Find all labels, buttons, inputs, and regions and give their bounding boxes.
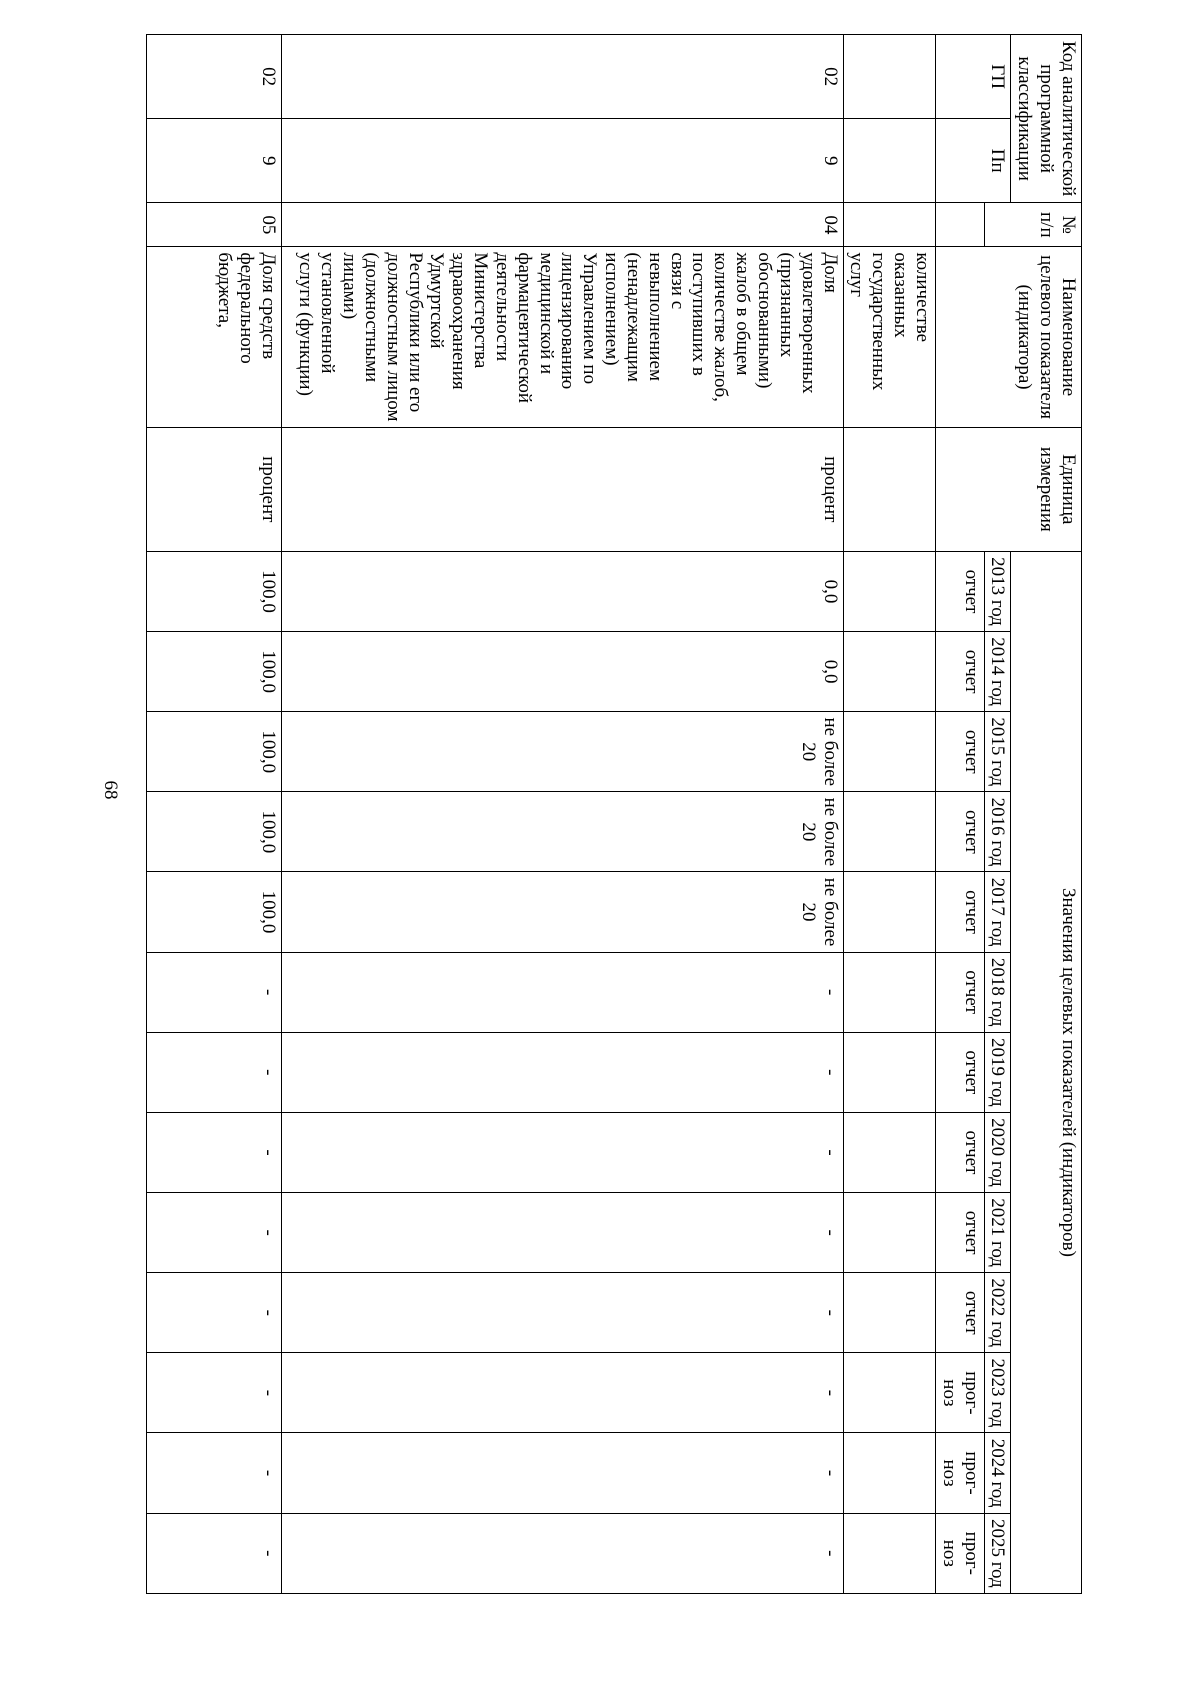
header-year: 2014 год xyxy=(984,632,1011,712)
cell-value: - xyxy=(147,1273,282,1353)
header-year-type: отчет xyxy=(935,872,984,952)
cell-indicator-name: Доля средств федерального бюджета, xyxy=(147,247,282,427)
cell-value xyxy=(843,1273,935,1353)
cell-value: - xyxy=(281,1112,843,1192)
cell-value: не более 20 xyxy=(281,792,843,872)
cell-value: - xyxy=(147,1513,282,1593)
cell-value xyxy=(843,952,935,1032)
cell-value xyxy=(843,712,935,792)
header-name: Наименование целевого показателя (индикатора) xyxy=(935,247,1081,427)
header-year-type: отчет xyxy=(935,632,984,712)
header-year: 2022 год xyxy=(984,1273,1011,1353)
table-row xyxy=(147,35,282,1594)
header-unit: Единица измерения xyxy=(935,427,1081,551)
header-pp: Пп xyxy=(935,119,1011,203)
cell-value: - xyxy=(281,952,843,1032)
header-year-type: прог-ноз xyxy=(935,1433,984,1513)
cell-value xyxy=(843,1353,935,1433)
header-year: 2019 год xyxy=(984,1032,1011,1112)
cell-value xyxy=(843,1513,935,1593)
header-year-type: отчет xyxy=(935,952,984,1032)
cell-num: 05 xyxy=(147,203,282,247)
cell-value: 100,0 xyxy=(147,632,282,712)
cell-value xyxy=(843,792,935,872)
cell-unit xyxy=(843,427,935,551)
cell-pp: 9 xyxy=(281,119,843,203)
header-year: 2020 год xyxy=(984,1112,1011,1192)
cell-value: - xyxy=(147,1112,282,1192)
header-year: 2024 год xyxy=(984,1433,1011,1513)
cell-value: - xyxy=(147,952,282,1032)
table-row xyxy=(843,35,935,1594)
header-num: № п/п xyxy=(984,203,1081,247)
header-year-type: прог-ноз xyxy=(935,1353,984,1433)
header-year-type: отчет xyxy=(935,712,984,792)
cell-value: - xyxy=(281,1193,843,1273)
cell-value: - xyxy=(281,1032,843,1112)
cell-value: 100,0 xyxy=(147,792,282,872)
header-gp: ГП xyxy=(935,35,1011,119)
header-year-type: отчет xyxy=(935,792,984,872)
cell-value: 100,0 xyxy=(147,872,282,952)
header-values-group: Значения целевых показателей (индикаторов) xyxy=(1011,551,1082,1593)
cell-value xyxy=(843,632,935,712)
header-code-group: Код аналитической программной классификации xyxy=(1011,35,1082,203)
cell-value: - xyxy=(147,1433,282,1513)
cell-unit: процент xyxy=(147,427,282,551)
cell-value xyxy=(843,1112,935,1192)
cell-value: 100,0 xyxy=(147,712,282,792)
cell-value xyxy=(843,872,935,952)
header-year: 2018 год xyxy=(984,952,1011,1032)
cell-value: - xyxy=(281,1353,843,1433)
header-year-type: отчет xyxy=(935,551,984,631)
cell-value: 0,0 xyxy=(281,551,843,631)
table-row xyxy=(281,35,843,1594)
cell-indicator-name: количестве оказанных государственных услуг xyxy=(843,247,935,427)
cell-unit: процент xyxy=(281,427,843,551)
cell-gp: 02 xyxy=(281,35,843,119)
page-number: 68 xyxy=(100,780,121,800)
header-year: 2023 год xyxy=(984,1353,1011,1433)
cell-value: не более 20 xyxy=(281,872,843,952)
indicator-table xyxy=(146,34,1082,1594)
cell-value xyxy=(843,1193,935,1273)
header-year: 2016 год xyxy=(984,792,1011,872)
cell-value: не более 20 xyxy=(281,712,843,792)
cell-gp xyxy=(843,35,935,119)
header-year: 2025 год xyxy=(984,1513,1011,1593)
cell-value xyxy=(843,1433,935,1513)
cell-value: 100,0 xyxy=(147,551,282,631)
cell-value: - xyxy=(147,1032,282,1112)
header-year: 2013 год xyxy=(984,551,1011,631)
header-year-type: прог-ноз xyxy=(935,1513,984,1593)
header-year-type: отчет xyxy=(935,1273,984,1353)
header-year: 2021 год xyxy=(984,1193,1011,1273)
cell-value: - xyxy=(147,1353,282,1433)
cell-value: - xyxy=(281,1513,843,1593)
cell-pp xyxy=(843,119,935,203)
header-num-empty xyxy=(935,203,984,247)
header-year-type: отчет xyxy=(935,1032,984,1112)
cell-value xyxy=(843,551,935,631)
cell-num xyxy=(843,203,935,247)
cell-value: - xyxy=(147,1193,282,1273)
header-year-type: отчет xyxy=(935,1112,984,1192)
cell-value: - xyxy=(281,1433,843,1513)
header-year: 2015 год xyxy=(984,712,1011,792)
cell-value: - xyxy=(281,1273,843,1353)
header-year: 2017 год xyxy=(984,872,1011,952)
cell-value xyxy=(843,1032,935,1112)
cell-gp: 02 xyxy=(147,35,282,119)
cell-indicator-name: Доля удовлетворенных (признанных обоснованными) жалоб в общем количестве жалоб, поступивших в связи с невыполнением (ненадлежащим исполнением) Управлением по лицензированию медицинской и фармацевтической деятельности Министерства здравоохранения Удмуртской Республики или его должностным лицом (должностными лицами) установленной услуги (функции) xyxy=(281,247,843,427)
cell-pp: 9 xyxy=(147,119,282,203)
header-year-type: отчет xyxy=(935,1193,984,1273)
indicator-table-rotated xyxy=(146,34,1082,1594)
cell-num: 04 xyxy=(281,203,843,247)
cell-value: 0,0 xyxy=(281,632,843,712)
